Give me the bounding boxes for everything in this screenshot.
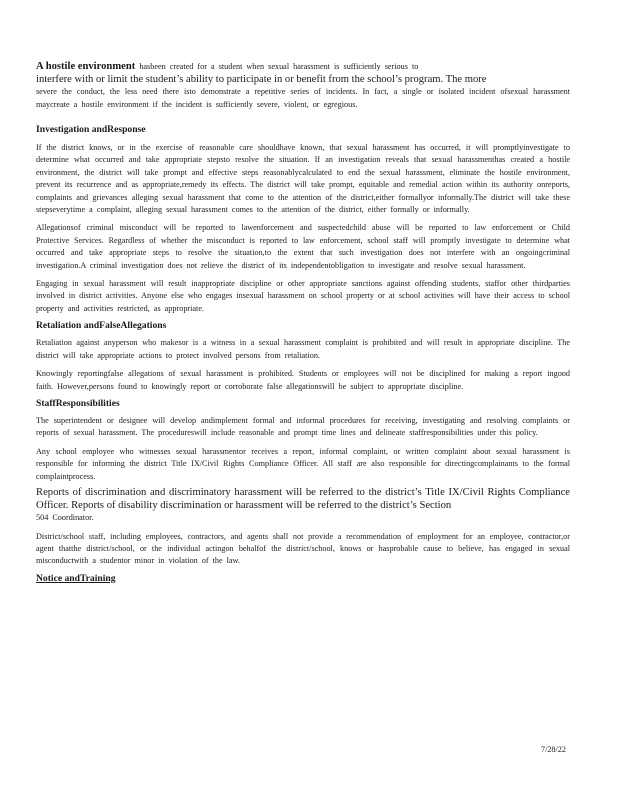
staff-paragraph-1: The superintendent or designee will develop andimplement formal and informal procedures for receiving, investigating and resolving complaints or reports of sexual harassment. The procedureswill include reasonable and prompt time lines and delineate staffresponsibilities under this policy. [36,415,570,438]
footer-date: 7/28/22 [540,745,566,754]
staff-paragraph-4: District/school staff, including employees, contractors, and agents shall not provide a recommendation of employment for an employee, contractor,or agent thatthe district/school, or the individual actingon behalfof the district/school, knows or hasprobable cause to believe, has engaged in sexual misconductwith a studentor minor in violation of the law. [36,531,570,566]
retaliation-paragraph-2: Knowingly reportingfalse allegations of sexual harassment is prohibited. Students or employees will not be disciplined for making a report ingood faith. However,persons found to knowingly report or corroborate false allegationswill be subject to appropriate discipline. [36,369,570,391]
staff-paragraph-3: Reports of discrimination and discriminatory harassment will be referred to the district’s Title IX/Civil Rights Compliance Officer. Reports of disability discrimination or harassment will be referred to the district’s Section [36,486,570,511]
section-heading-notice: Notice andTraining [36,572,116,584]
section-heading-retaliation: Retaliation andFalseAllegations [36,320,167,332]
hostile-environment-line: interfere with or limit the student’s ability to participate in or benefit from the school’s program. The more [36,73,487,85]
retaliation-paragraph-1: Retaliation against anyperson who makesor is a witness in a sexual harassment complaint is prohibited and will result in appropriate discipline. The district will take appropriate actions to protect involved persons from retaliation. [36,338,570,360]
hostile-environment-tail: severe the conduct, the less need there isto demonstrate a repetitive series of incidents. In fact, a single or isolated incident ofsexual harassment maycreate a hostile environment if the incident is sufficiently severe, violent, or egregious. [36,87,570,109]
investigation-paragraph-2: Allegationsof criminal misconduct will be reported to lawenforcement and suspectedchild abuse will be reported to law enforcement or Child Protective Services. Regardless of whether the misconduct is reported to law enforcement, school staff will promptly investigate to determine what occurred and take appropriate steps to resolve the situation,to the extent that such investigation does not interfere with an ongoingcriminal investigation.A criminal investigation does not relieve the district of its independentobligation to investigate and resolve sexual harassment. [36,223,570,270]
section-heading-staff: StaffResponsibilities [36,397,120,409]
hostile-environment-paragraph [36,61,570,74]
section-heading-investigation: Investigation andResponse [36,124,146,135]
hostile-environment-term: A hostile environment [36,61,136,72]
hostile-environment-text: hasbeen created for a student when sexual harassment is sufficiently serious to [135,62,419,71]
staff-paragraph-2: Any school employee who witnesses sexual harassmentor receives a report, informal complaint, or written complaint about sexual harassment is responsible for informing the district Title IX/Civil Rights Compliance Officer. All staff are also responsible for directingcomplainants to the formal complaintprocess. [36,446,570,481]
investigation-paragraph-1: If the district knows, or in the exercise of reasonable care shouldhave known, that sexual harassment has occurred, it will promptlyinvestigate to determine what occurred and take appropriate stepsto resolve the situation. If an investigation reveals that sexual harassmenthas created a hostile environment, the district will take prompt and effective steps reasonablycalculated to end the sexual harassment, eliminate the hostile environment, prevent its recurrence and as appropriate,remedy its effects. The district will take prompt, equitable and remedial action within its authority onreports, complaints and grievances alleging sexual harassment that come to the attention of the district,either formallyor informally.The district will take these stepseverytime a complaint, alleging sexual harassment comes to the attention of the district, either formally or informally. [36,143,570,215]
investigation-paragraph-3: Engaging in sexual harassment will result inappropriate discipline or other appropriate sanctions against offending students, staffor other thirdparties involved in district activities. Anyone else who engages insexual harassment on school property or at school activities will have their access to school property and activities restricted, as appropriate. [36,279,570,313]
document-body [36,61,570,585]
staff-paragraph-3-tail: 504 Coordinator. [36,513,94,523]
